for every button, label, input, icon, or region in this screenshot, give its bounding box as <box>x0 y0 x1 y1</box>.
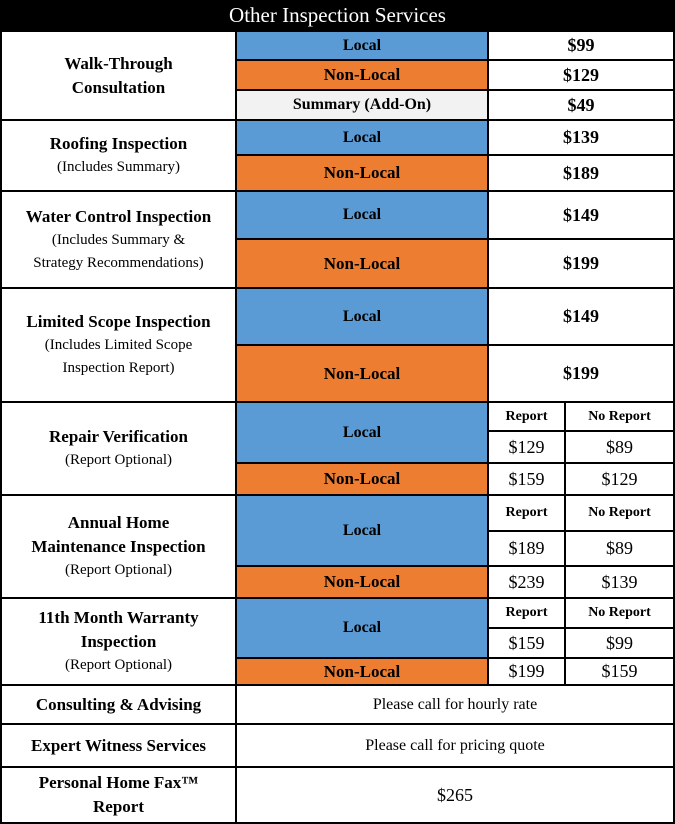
price-cell: $199 <box>489 240 673 287</box>
price-cell: $149 <box>489 289 673 344</box>
report-header: Report <box>489 599 564 627</box>
service-name-line: Maintenance Inspection <box>31 537 206 556</box>
price-cell: $129 <box>489 432 564 462</box>
price-cell: $199 <box>489 346 673 401</box>
service-name-line: Consultation <box>71 77 166 97</box>
local-label: Local <box>237 599 487 657</box>
local-label: Local <box>237 289 487 344</box>
price-cell: $189 <box>489 156 673 190</box>
price-cell: $189 <box>489 532 564 565</box>
price-cell: $89 <box>566 432 673 462</box>
consulting-rate: Please call for hourly rate <box>237 686 673 723</box>
no-report-header: No Report <box>566 403 673 430</box>
service-name-line: Inspection <box>80 632 157 651</box>
local-label: Local <box>237 496 487 565</box>
service-roofing <box>2 121 235 190</box>
report-header: Report <box>489 403 564 430</box>
service-subtitle-line: (Includes Summary & <box>51 231 186 248</box>
price-cell: $129 <box>566 464 673 494</box>
service-name: Repair Verification <box>49 427 188 446</box>
service-name: Roofing Inspection <box>49 134 188 153</box>
non-local-label: Non-Local <box>237 567 487 597</box>
service-name-line: Annual Home <box>67 513 170 532</box>
price-cell: $139 <box>566 567 673 597</box>
non-local-label: Non-Local <box>237 61 487 89</box>
service-home-fax <box>2 768 235 822</box>
price-cell: $89 <box>566 532 673 565</box>
table-title: Other Inspection Services <box>0 0 675 30</box>
local-label: Local <box>237 32 487 59</box>
service-expert-witness <box>2 725 235 766</box>
local-label: Local <box>237 121 487 154</box>
report-header: Report <box>489 496 564 530</box>
service-subtitle: (Report Optional) <box>64 452 173 468</box>
price-cell: $99 <box>489 32 673 59</box>
service-repair-verification <box>2 403 235 494</box>
service-name: Consulting & Advising <box>35 694 202 714</box>
price-cell: $49 <box>489 91 673 119</box>
service-name-line: 11th Month Warranty <box>38 608 199 627</box>
no-report-header: No Report <box>566 496 673 530</box>
service-consulting <box>2 686 235 723</box>
price-cell: $159 <box>489 464 564 494</box>
service-walk-through <box>2 32 235 119</box>
price-cell: $99 <box>566 629 673 657</box>
service-name-line: Report <box>93 797 144 816</box>
summary-add-on-label: Summary (Add-On) <box>237 91 487 119</box>
price-cell: $159 <box>489 629 564 657</box>
price-cell: $129 <box>489 61 673 89</box>
price-cell: $149 <box>489 192 673 238</box>
service-water-control <box>2 192 235 287</box>
service-name-line: Personal Home Fax™ <box>38 773 199 792</box>
service-name-line: Walk-Through <box>64 53 173 73</box>
non-local-label: Non-Local <box>237 240 487 287</box>
service-name: Water Control Inspection <box>25 206 212 226</box>
non-local-label: Non-Local <box>237 464 487 494</box>
service-subtitle-line: Inspection Report) <box>62 360 175 376</box>
price-cell: $159 <box>566 659 673 684</box>
local-label: Local <box>237 192 487 238</box>
service-warranty <box>2 599 235 684</box>
local-label: Local <box>237 403 487 462</box>
non-local-label: Non-Local <box>237 156 487 190</box>
no-report-header: No Report <box>566 599 673 627</box>
price-cell: $199 <box>489 659 564 684</box>
price-cell: $139 <box>489 121 673 154</box>
service-name: Limited Scope Inspection <box>26 312 211 331</box>
service-annual-maintenance <box>2 496 235 597</box>
service-subtitle: (Report Optional) <box>64 657 173 673</box>
non-local-label: Non-Local <box>237 659 487 684</box>
service-subtitle-line: (Includes Limited Scope <box>44 337 193 353</box>
expert-witness-rate: Please call for pricing quote <box>237 725 673 766</box>
service-subtitle: (Includes Summary) <box>57 159 180 175</box>
home-fax-price: $265 <box>237 768 673 822</box>
service-limited-scope <box>2 289 235 401</box>
service-subtitle: (Report Optional) <box>64 562 173 578</box>
service-subtitle-line: Strategy Recommendations) <box>33 254 204 271</box>
service-name: Expert Witness Services <box>30 735 207 755</box>
price-cell: $239 <box>489 567 564 597</box>
non-local-label: Non-Local <box>237 346 487 401</box>
pricing-table <box>0 30 675 824</box>
